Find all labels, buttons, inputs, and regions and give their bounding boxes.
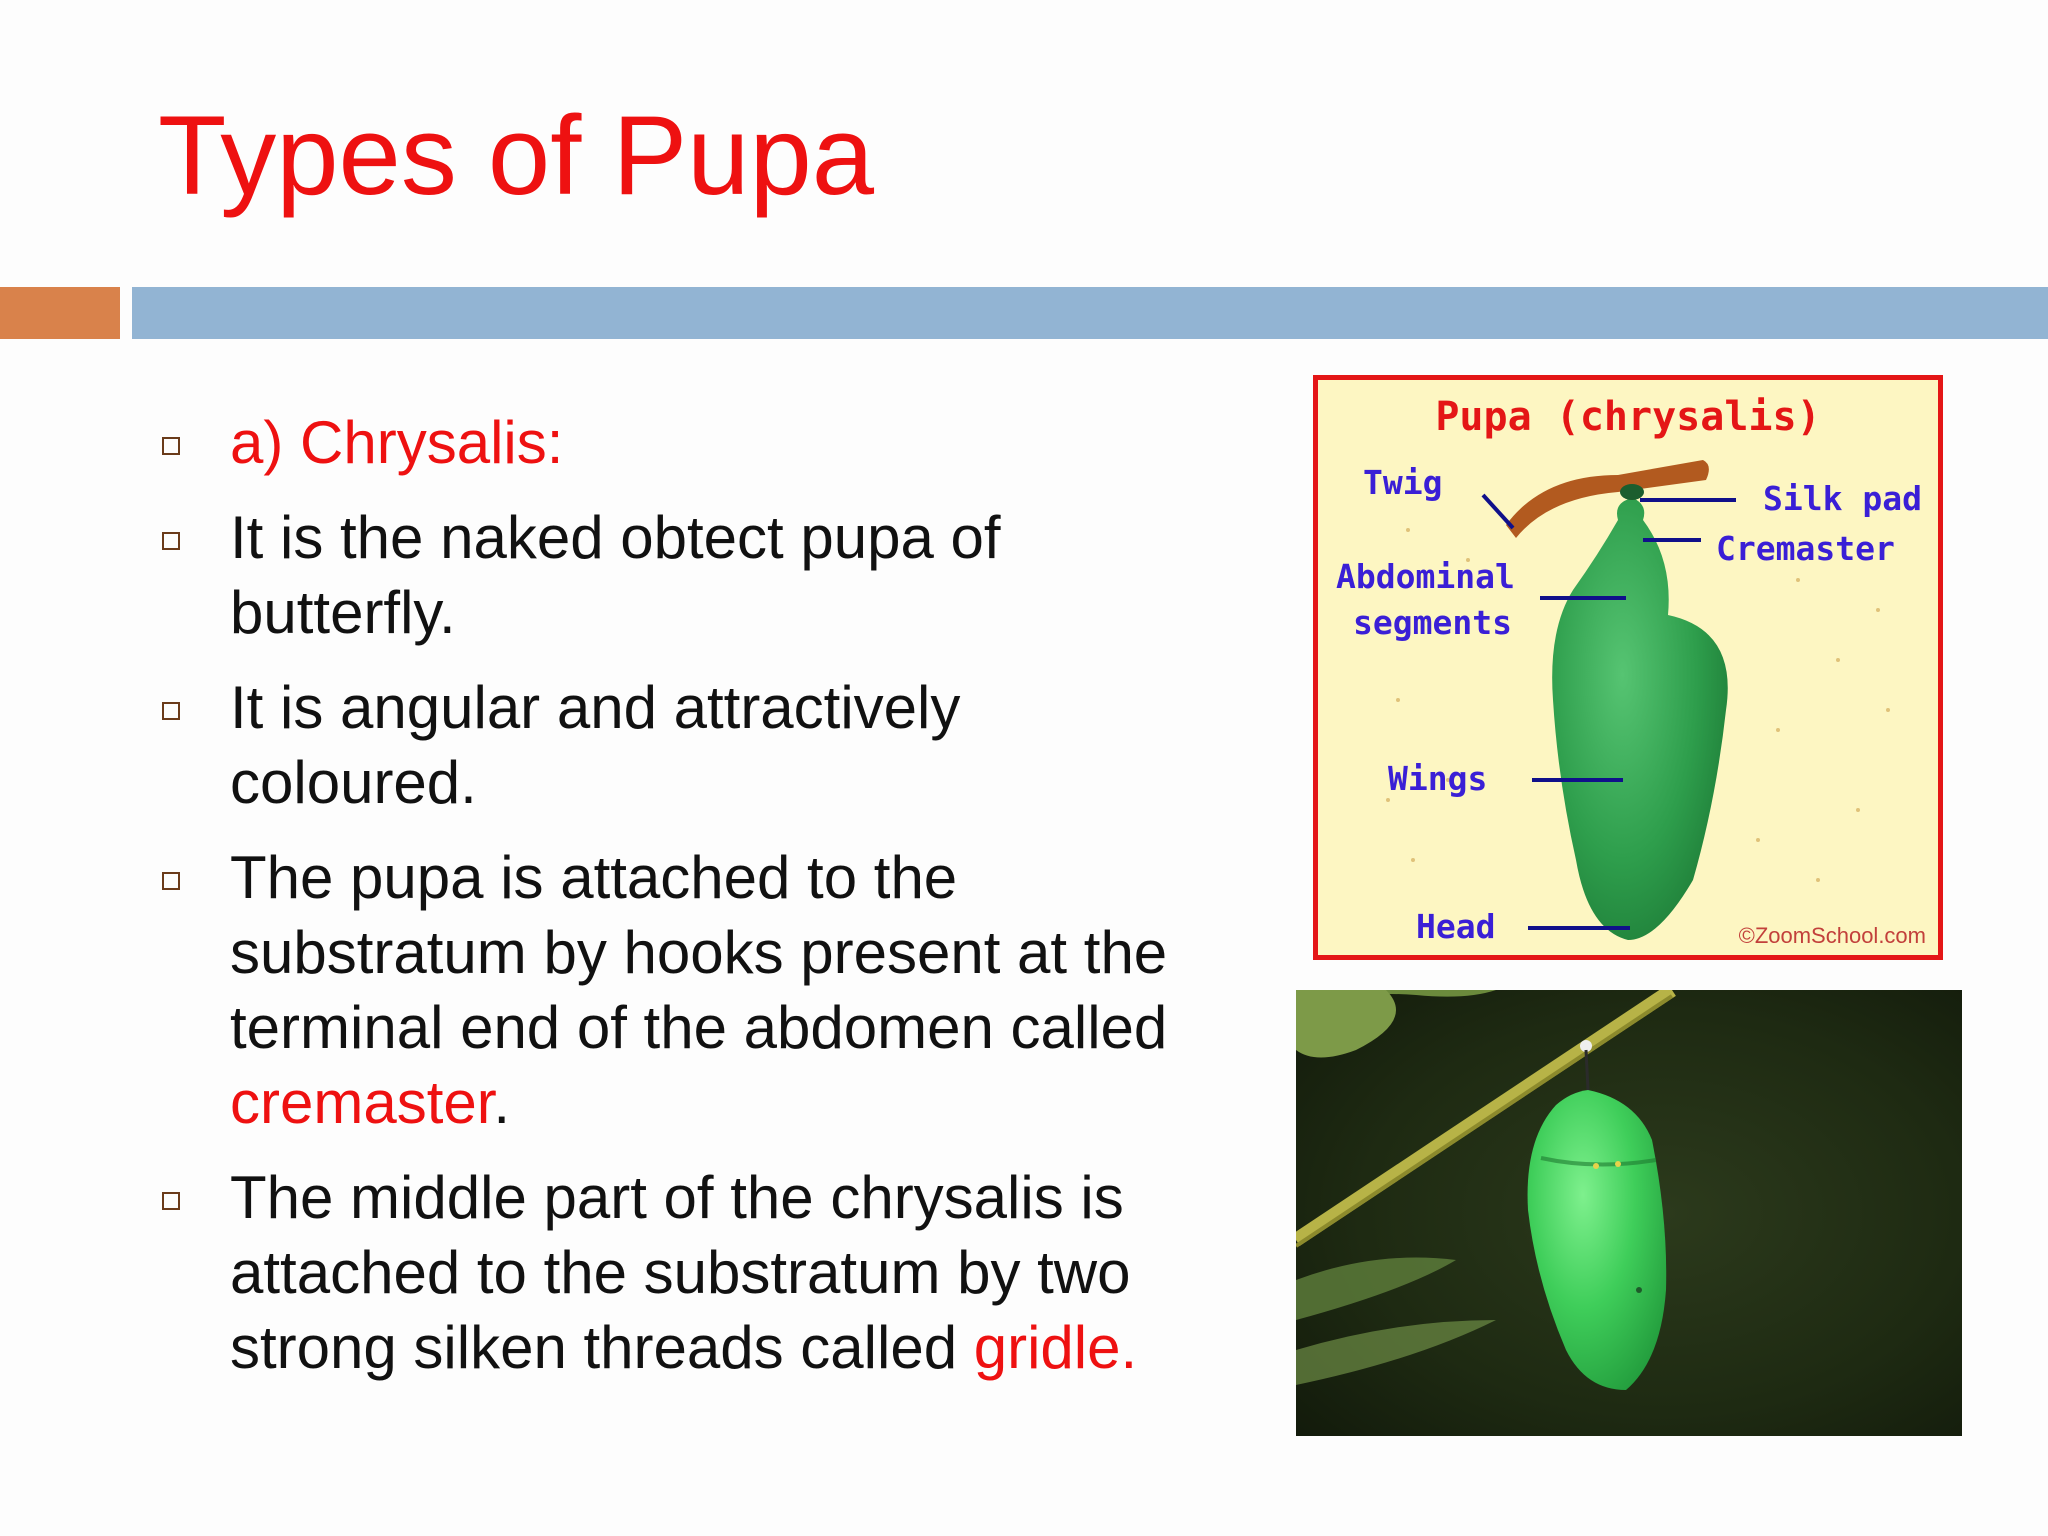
diagram-title: Pupa (chrysalis) xyxy=(1435,394,1821,440)
pupa-body-shape xyxy=(1552,498,1728,940)
accent-bar-blue xyxy=(132,287,2048,339)
bullet-item xyxy=(158,840,1218,1140)
bullet-text: a) Chrysalis: xyxy=(230,409,564,476)
chrysalis-photo xyxy=(1296,990,1962,1436)
pupa-diagram xyxy=(1313,375,1943,960)
bullet-item xyxy=(158,500,1218,650)
bullet-item xyxy=(158,670,1218,820)
bullet-item xyxy=(158,1160,1218,1385)
term-gridle: gridle. xyxy=(973,1314,1138,1381)
bullet-list xyxy=(158,405,1218,1405)
label-cremaster: Cremaster xyxy=(1716,529,1895,568)
accent-bar-orange xyxy=(0,287,120,339)
label-silk-pad: Silk pad xyxy=(1763,479,1922,518)
chrysalis-photo-drawing xyxy=(1296,990,1962,1436)
bullet-text-end: . xyxy=(493,1069,511,1136)
label-twig: Twig xyxy=(1363,463,1443,502)
bullet-text: It is angular and attractively coloured. xyxy=(230,674,961,816)
label-wings: Wings xyxy=(1388,759,1488,798)
slide-title: Types of Pupa xyxy=(158,93,875,218)
silk-pad-shape xyxy=(1620,484,1644,500)
bullet-square-icon xyxy=(162,532,180,550)
bullet-text: The pupa is attached to the substratum by hooks present at the terminal end of the abdomen called xyxy=(230,844,1168,1061)
bullet-text: The middle part of the chrysalis is attached to the substratum by two strong silken threads called xyxy=(230,1164,1131,1381)
bullet-text: It is the naked obtect pupa of butterfly. xyxy=(230,504,1001,646)
label-abdominal: Abdominal xyxy=(1336,557,1515,596)
bullet-square-icon xyxy=(162,872,180,890)
term-cremaster: cremaster xyxy=(230,1069,494,1136)
label-head: Head xyxy=(1416,907,1496,946)
bullet-square-icon xyxy=(162,1192,180,1210)
bullet-square-icon xyxy=(162,702,180,720)
bullet-item xyxy=(158,405,1218,480)
label-segments: segments xyxy=(1353,603,1512,642)
diagram-credit: ©ZoomSchool.com xyxy=(1738,923,1926,948)
bullet-square-icon xyxy=(162,437,180,455)
